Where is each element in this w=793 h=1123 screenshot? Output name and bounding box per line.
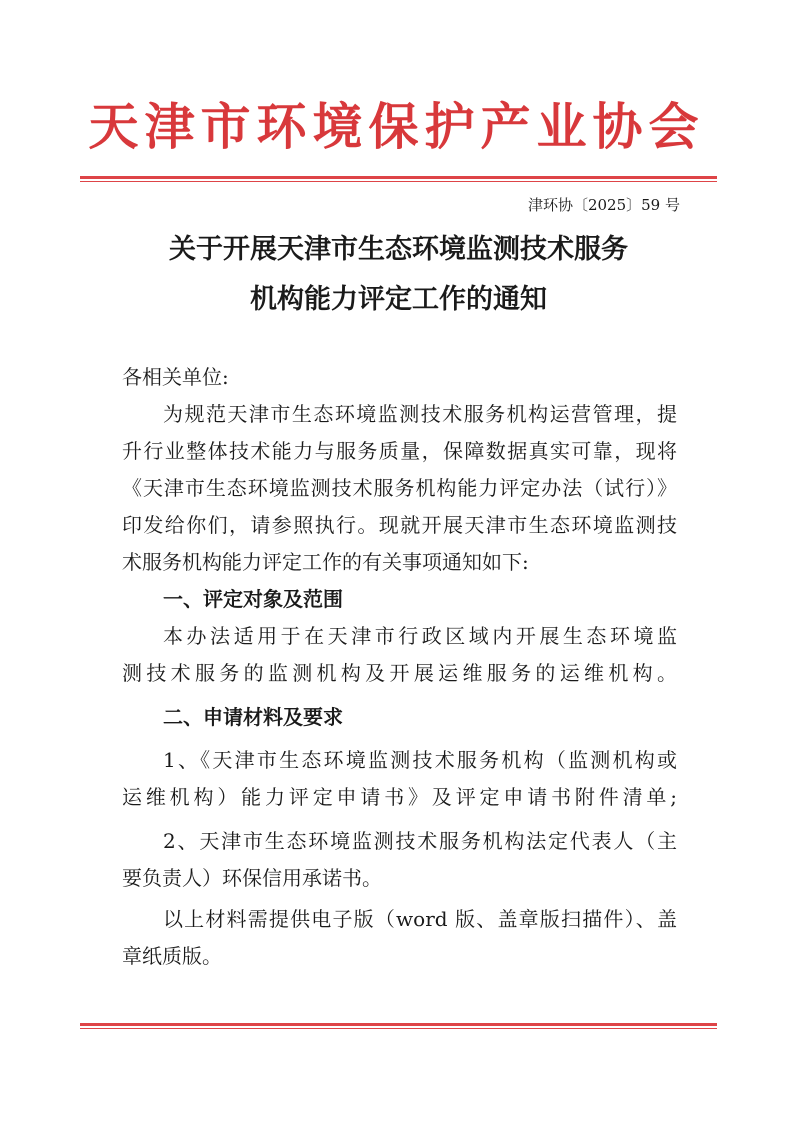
item-2-line-1: 2、天津市生态环境监测技术服务机构法定代表人（主 (163, 829, 677, 853)
paragraph-1-line-3: 《天津市生态环境监测技术服务机构能力评定办法（试行）》 (122, 476, 677, 500)
paragraph-1-line-1: 为规范天津市生态环境监测技术服务机构运营管理，提 (163, 402, 677, 426)
notice-title-line-1: 关于开展天津市生态环境监测技术服务 (169, 234, 628, 265)
paragraph-1-line-4: 印发给你们，请参照执行。现就开展天津市生态环境监测技 (122, 513, 677, 537)
paragraph-2-line-1: 本办法适用于在天津市行政区域内开展生态环境监 (163, 624, 677, 648)
paragraph-2-line-2: 测技术服务的监测机构及开展运维服务的运维机构。 (122, 661, 677, 685)
item-2-line-2: 要负责人）环保信用承诺书。 (122, 866, 382, 890)
footer-divider (80, 1023, 717, 1029)
masthead-divider (80, 176, 717, 182)
section-2-heading: 二、申请材料及要求 (163, 705, 343, 729)
paragraph-3-line-2: 章纸质版。 (122, 944, 222, 968)
notice-title-line-2: 机构能力评定工作的通知 (250, 284, 547, 315)
item-1-line-1: 1、《天津市生态环境监测技术服务机构（监测机构或 (163, 748, 677, 772)
org-masthead: 天津市环境保护产业协会 (88, 97, 705, 156)
salutation: 各相关单位: (122, 365, 229, 389)
paragraph-1-line-2: 升行业整体技术能力与服务质量，保障数据真实可靠，现将 (122, 439, 677, 463)
paragraph-3-line-1: 以上材料需提供电子版（word 版、盖章版扫描件）、盖 (163, 907, 677, 931)
section-1-heading: 一、评定对象及范围 (163, 587, 343, 611)
paragraph-1-line-5: 术服务机构能力评定工作的有关事项通知如下: (122, 550, 529, 574)
document-number: 津环协〔2025〕59 号 (527, 196, 680, 214)
item-1-line-2: 运维机构）能力评定申请书》及评定申请书附件清单; (122, 785, 677, 809)
